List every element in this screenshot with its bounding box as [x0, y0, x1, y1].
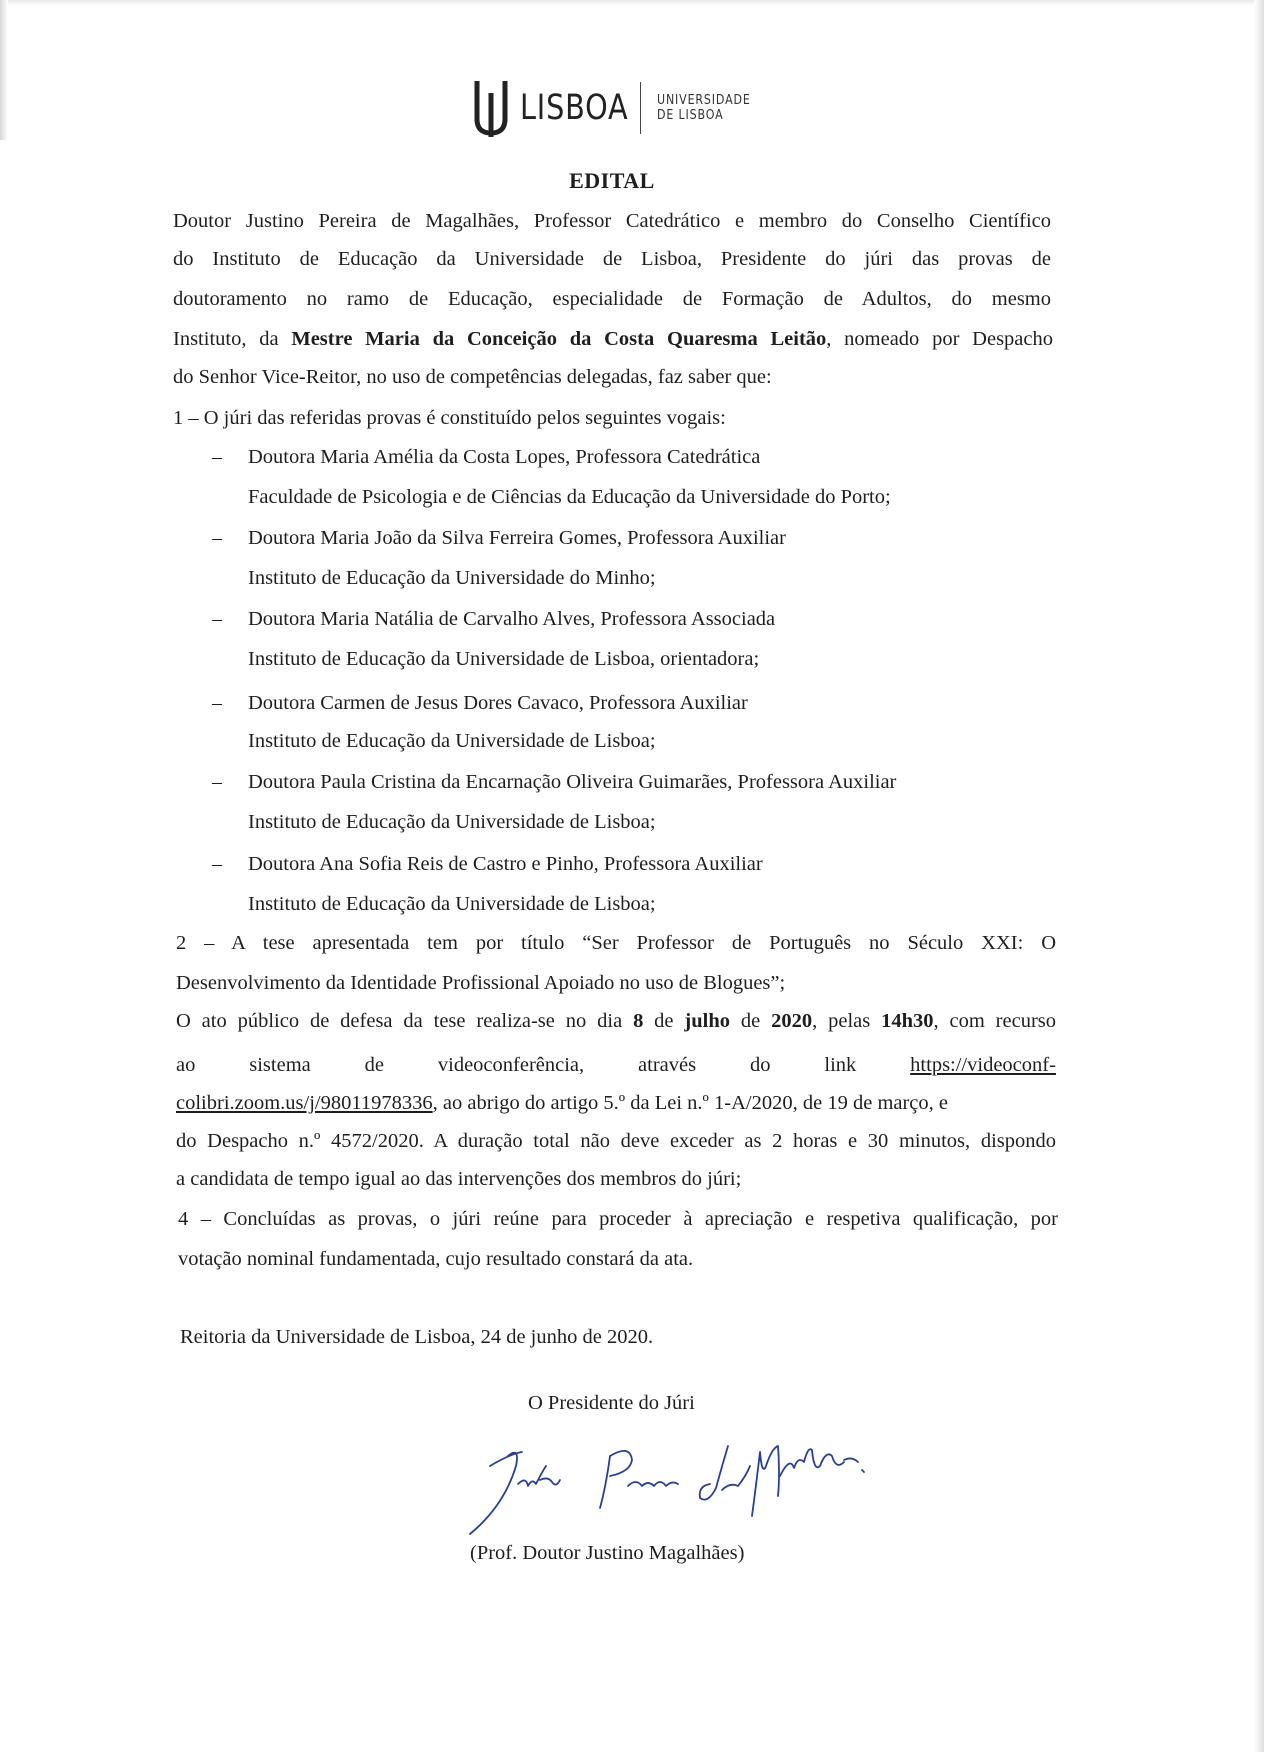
- intro-line-1: Doutor Justino Pereira de Magalhães, Professor Catedrático e membro do Conselho Científico: [173, 210, 1051, 232]
- defense-word-1: ao: [176, 1054, 196, 1076]
- defense-time: 14h30: [881, 1010, 934, 1032]
- jury-dash-6: –: [212, 853, 222, 875]
- defense-line-3-rest: , ao abrigo do artigo 5.º da Lei n.º 1-A/2020, de 19 de março, e: [432, 1092, 949, 1114]
- intro-line-4-b: , nomeado por Despacho: [826, 328, 1053, 350]
- defense-line-2: [176, 1052, 1056, 1078]
- jury-member-6-name: Doutora Ana Sofia Reis de Castro e Pinho, Professora Auxiliar: [248, 853, 763, 875]
- defense-text-c: de: [730, 1010, 772, 1032]
- scan-top-edge: [0, 0, 1264, 6]
- jury-dash-3: –: [212, 608, 222, 630]
- item-4-line-2: votação nominal fundamentada, cujo resultado constará da ata.: [178, 1248, 694, 1270]
- u-logo-icon: [474, 79, 508, 137]
- jury-member-5-institution: Instituto de Educação da Universidade de Lisboa;: [248, 811, 656, 833]
- jury-member-1-name: Doutora Maria Amélia da Costa Lopes, Professora Catedrática: [248, 446, 761, 468]
- handwritten-signature: [460, 1426, 920, 1536]
- jury-dash-5: –: [212, 771, 222, 793]
- scan-left-edge: [0, 0, 8, 140]
- item-4-line-1: 4 – Concluídas as provas, o júri reúne para proceder à apreciação e respetiva qualificação, por: [178, 1208, 1058, 1230]
- jury-member-3-institution: Instituto de Educação da Universidade de Lisboa, orientadora;: [248, 648, 760, 670]
- jury-dash-2: –: [212, 527, 222, 549]
- defense-text-d: , pelas: [812, 1010, 882, 1032]
- defense-text-a: O ato público de defesa da tese realiza-se no dia: [176, 1010, 634, 1032]
- defense-month: julho: [684, 1010, 730, 1032]
- videoconference-link-part-2[interactable]: colibri.zoom.us/j/98011978336: [176, 1092, 433, 1114]
- defense-word-5: através: [638, 1054, 697, 1076]
- defense-line-3: [176, 1090, 948, 1116]
- defense-year: 2020: [771, 1010, 813, 1032]
- defense-day: 8: [633, 1010, 644, 1032]
- item-1: 1 – O júri das referidas provas é constituído pelos seguintes vogais:: [173, 407, 726, 429]
- jury-member-6-institution: Instituto de Educação da Universidade de Lisboa;: [248, 893, 656, 915]
- jury-member-2-name: Doutora Maria João da Silva Ferreira Gomes, Professora Auxiliar: [248, 527, 786, 549]
- intro-line-2: do Instituto de Educação da Universidade de Lisboa, Presidente do júri das provas de: [173, 248, 1051, 270]
- candidate-name: Mestre Maria da Conceição da Costa Quaresma Leitão: [291, 328, 827, 350]
- defense-text-e: , com recurso: [933, 1010, 1057, 1032]
- videoconference-link-part-1[interactable]: https://videoconf-: [910, 1054, 1056, 1076]
- logo-separator: [640, 82, 641, 134]
- document-title: EDITAL: [569, 168, 655, 193]
- logo-subtitle-line2: DE LISBOA: [657, 108, 724, 123]
- defense-word-2: sistema: [249, 1054, 311, 1076]
- intro-line-4: [173, 326, 1053, 352]
- logo-wordmark: LISBOA: [520, 87, 629, 128]
- defense-word-7: link: [824, 1054, 857, 1076]
- logo-subtitle: [657, 93, 767, 123]
- jury-dash-1: –: [212, 446, 222, 468]
- jury-dash-4: –: [212, 692, 222, 714]
- logo-subtitle-line1: UNIVERSIDADE: [657, 93, 751, 108]
- jury-member-5-name: Doutora Paula Cristina da Encarnação Oliveira Guimarães, Professora Auxiliar: [248, 771, 897, 793]
- jury-member-4-name: Doutora Carmen de Jesus Dores Cavaco, Professora Auxiliar: [248, 692, 748, 714]
- university-logo: [474, 78, 767, 138]
- intro-line-3: doutoramento no ramo de Educação, especialidade de Formação de Adultos, do mesmo: [173, 288, 1051, 310]
- place-and-date: Reitoria da Universidade de Lisboa, 24 de junho de 2020.: [180, 1326, 654, 1348]
- jury-member-3-name: Doutora Maria Natália de Carvalho Alves, Professora Associada: [248, 608, 776, 630]
- signature-role: O Presidente do Júri: [528, 1392, 695, 1414]
- jury-member-4-institution: Instituto de Educação da Universidade de Lisboa;: [248, 730, 656, 752]
- signature-name: (Prof. Doutor Justino Magalhães): [470, 1542, 745, 1564]
- defense-word-3: de: [364, 1054, 384, 1076]
- jury-member-2-institution: Instituto de Educação da Universidade do Minho;: [248, 567, 656, 589]
- scan-right-edge: [1254, 0, 1264, 1752]
- defense-word-6: do: [749, 1054, 771, 1076]
- item-2-line-2: Desenvolvimento da Identidade Profissional Apoiado no uso de Blogues”;: [176, 972, 786, 994]
- defense-text-b: de: [643, 1010, 685, 1032]
- defense-line-4: do Despacho n.º 4572/2020. A duração total não deve exceder as 2 horas e 30 minutos, dispondo: [176, 1130, 1056, 1152]
- jury-member-1-institution: Faculdade de Psicologia e de Ciências da Educação da Universidade do Porto;: [248, 486, 891, 508]
- intro-line-4-a: Instituto, da: [173, 328, 292, 350]
- item-2-line-1: 2 – A tese apresentada tem por título “Ser Professor de Português no Século XXI: O: [176, 932, 1056, 954]
- defense-word-4: videoconferência,: [437, 1054, 585, 1076]
- intro-line-5: do Senhor Vice-Reitor, no uso de competências delegadas, faz saber que:: [173, 366, 772, 388]
- defense-line-5: a candidata de tempo igual ao das intervenções dos membros do júri;: [176, 1168, 742, 1190]
- defense-line-1: [176, 1008, 1056, 1034]
